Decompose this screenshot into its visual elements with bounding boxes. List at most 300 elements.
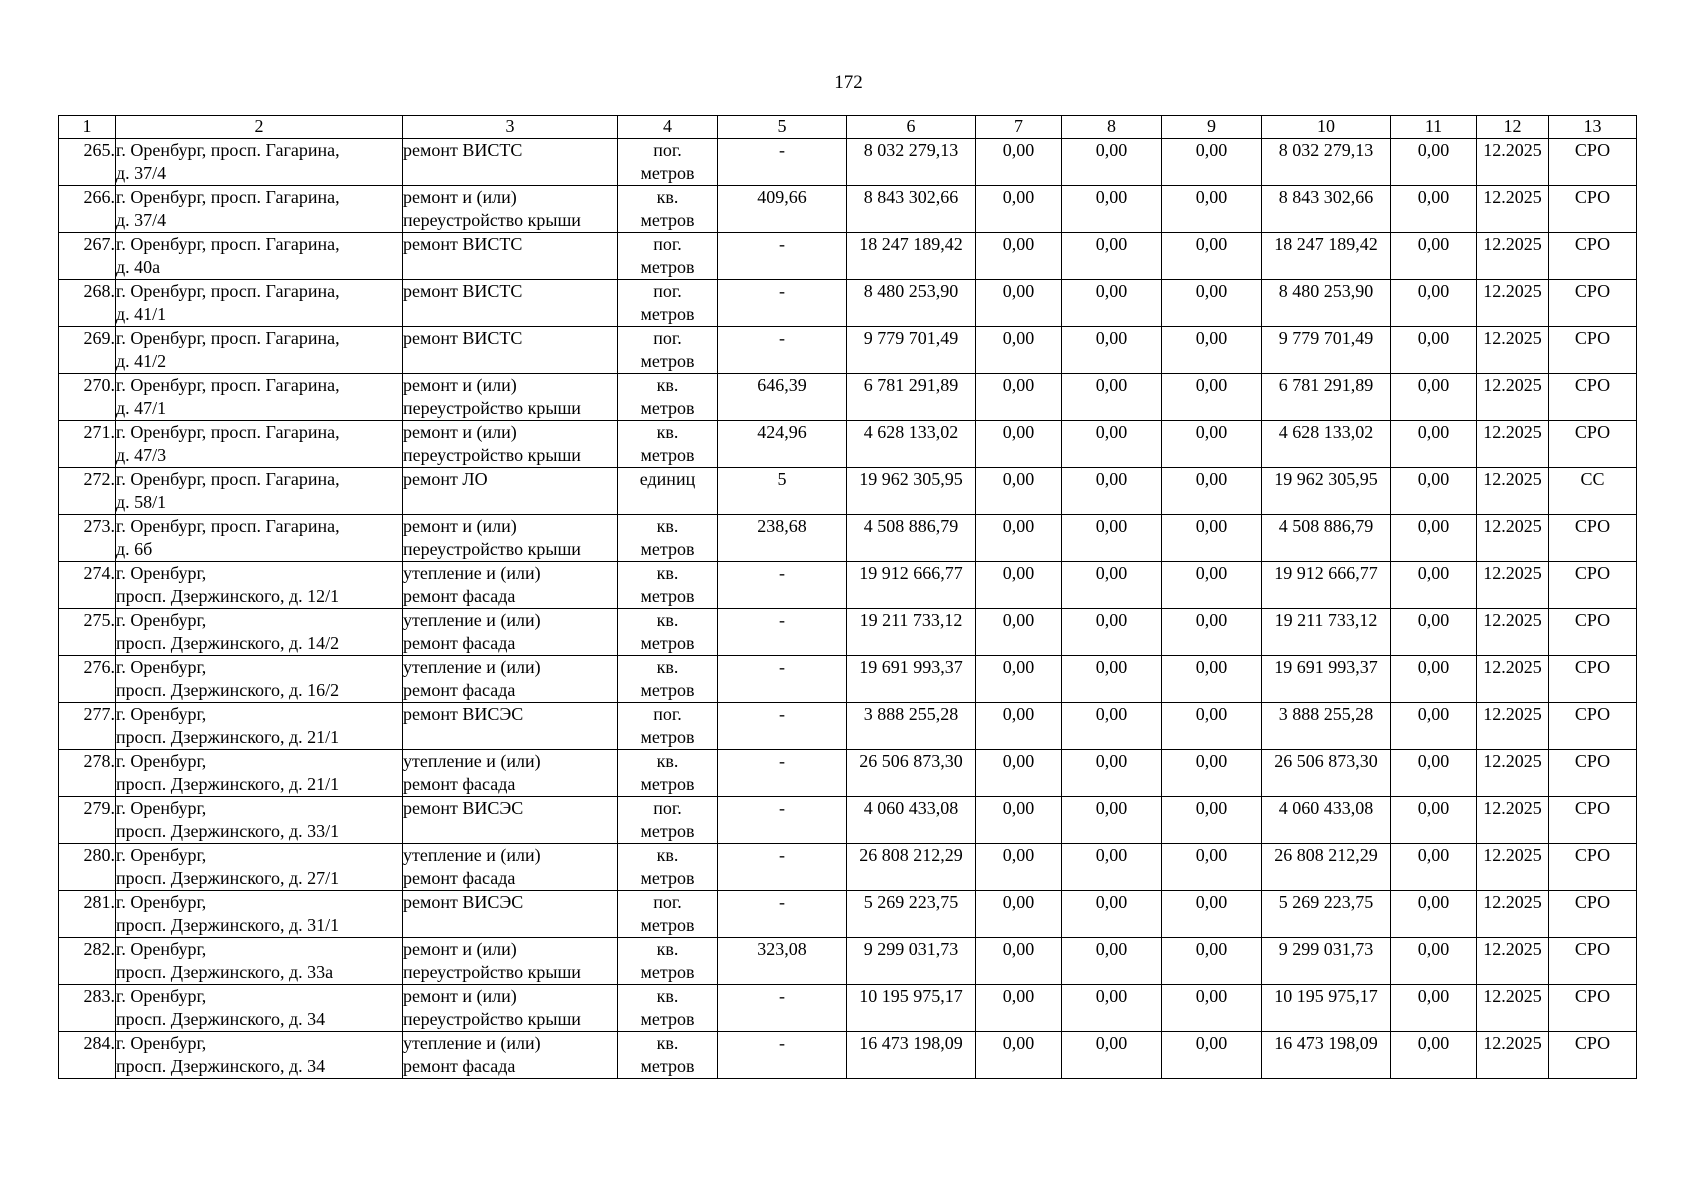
address-cell-line: просп. Дзержинского, д. 27/1 bbox=[116, 868, 340, 888]
row-number-cell-line: 278. bbox=[83, 751, 115, 771]
work-type-cell-line: утепление и (или) bbox=[403, 1033, 541, 1053]
unit-cell bbox=[618, 515, 718, 562]
work-type-cell-line: переустройство крыши bbox=[403, 1009, 581, 1029]
work-type-cell-line: ремонт фасада bbox=[403, 868, 516, 888]
column-11-cell-line: 0,00 bbox=[1417, 986, 1450, 1006]
completion-date-cell-line: 12.2025 bbox=[1483, 986, 1542, 1006]
address-cell bbox=[116, 938, 403, 985]
column-header: 5 bbox=[718, 116, 847, 139]
column-9-cell-line: 0,00 bbox=[1195, 563, 1228, 583]
method-cell bbox=[1549, 1032, 1637, 1079]
table-row bbox=[59, 421, 1637, 468]
unit-cell-line: пог. bbox=[653, 704, 682, 724]
unit-cell-line: пог. bbox=[653, 234, 682, 254]
method-cell-line: СРО bbox=[1574, 516, 1611, 536]
column-9-cell bbox=[1162, 233, 1262, 280]
column-10-cell-line: 6 781 291,89 bbox=[1278, 375, 1374, 395]
column-11-cell bbox=[1391, 891, 1477, 938]
column-10-cell-line: 26 808 212,29 bbox=[1274, 845, 1378, 865]
work-type-cell-line: ремонт и (или) bbox=[403, 422, 517, 442]
column-10-cell bbox=[1262, 985, 1391, 1032]
column-9-cell bbox=[1162, 609, 1262, 656]
volume-cell bbox=[718, 139, 847, 186]
column-9-cell-line: 0,00 bbox=[1195, 187, 1228, 207]
address-cell-line: просп. Дзержинского, д. 12/1 bbox=[116, 586, 340, 606]
row-number-cell-line: 276. bbox=[83, 657, 115, 677]
address-cell-line: просп. Дзержинского, д. 14/2 bbox=[116, 633, 340, 653]
work-type-cell bbox=[403, 891, 618, 938]
method-cell-line: СРО bbox=[1574, 1033, 1611, 1053]
column-9-cell bbox=[1162, 374, 1262, 421]
method-cell bbox=[1549, 327, 1637, 374]
work-type-cell-line: ремонт и (или) bbox=[403, 187, 517, 207]
work-type-cell bbox=[403, 515, 618, 562]
total-cost-cell bbox=[847, 797, 976, 844]
work-type-cell-line: ремонт ВИСЭС bbox=[403, 704, 524, 724]
column-header: 2 bbox=[116, 116, 403, 139]
column-9-cell bbox=[1162, 797, 1262, 844]
unit-cell bbox=[618, 280, 718, 327]
column-8-cell-line: 0,00 bbox=[1095, 704, 1128, 724]
total-cost-cell-line: 8 032 279,13 bbox=[863, 140, 959, 160]
method-cell bbox=[1549, 938, 1637, 985]
total-cost-cell-line: 10 195 975,17 bbox=[859, 986, 963, 1006]
address-cell bbox=[116, 656, 403, 703]
row-number-cell-line: 283. bbox=[83, 986, 115, 1006]
work-type-cell-line: утепление и (или) bbox=[403, 751, 541, 771]
address-cell bbox=[116, 844, 403, 891]
column-8-cell-line: 0,00 bbox=[1095, 798, 1128, 818]
unit-cell-line: единиц bbox=[639, 469, 696, 489]
work-type-cell bbox=[403, 327, 618, 374]
table-row bbox=[59, 280, 1637, 327]
work-type-cell-line: утепление и (или) bbox=[403, 610, 541, 630]
address-cell-line: г. Оренбург, bbox=[116, 986, 207, 1006]
volume-cell-line: - bbox=[779, 986, 785, 1006]
total-cost-cell bbox=[847, 421, 976, 468]
row-number-cell-line: 267. bbox=[83, 234, 115, 254]
unit-cell-line: метров bbox=[640, 210, 695, 230]
column-9-cell-line: 0,00 bbox=[1195, 234, 1228, 254]
total-cost-cell-line: 19 912 666,77 bbox=[859, 563, 963, 583]
column-header: 8 bbox=[1062, 116, 1162, 139]
volume-cell-line: 424,96 bbox=[757, 422, 807, 442]
total-cost-cell-line: 16 473 198,09 bbox=[859, 1033, 963, 1053]
total-cost-cell-line: 26 808 212,29 bbox=[859, 845, 963, 865]
table-row bbox=[59, 327, 1637, 374]
volume-cell bbox=[718, 609, 847, 656]
column-9-cell-line: 0,00 bbox=[1195, 657, 1228, 677]
column-10-cell-line: 16 473 198,09 bbox=[1274, 1033, 1378, 1053]
column-8-cell-line: 0,00 bbox=[1095, 986, 1128, 1006]
address-cell-line: г. Оренбург, просп. Гагарина, bbox=[116, 328, 340, 348]
column-8-cell-line: 0,00 bbox=[1095, 845, 1128, 865]
address-cell-line: г. Оренбург, bbox=[116, 704, 207, 724]
column-8-cell bbox=[1062, 797, 1162, 844]
address-cell-line: г. Оренбург, просп. Гагарина, bbox=[116, 281, 340, 301]
row-number-cell-line: 273. bbox=[83, 516, 115, 536]
column-11-cell-line: 0,00 bbox=[1417, 845, 1450, 865]
total-cost-cell-line: 6 781 291,89 bbox=[863, 375, 959, 395]
volume-cell bbox=[718, 233, 847, 280]
work-type-cell-line: переустройство крыши bbox=[403, 445, 581, 465]
method-cell-line: СРО bbox=[1574, 422, 1611, 442]
total-cost-cell bbox=[847, 186, 976, 233]
method-cell-line: СРО bbox=[1574, 986, 1611, 1006]
column-11-cell bbox=[1391, 844, 1477, 891]
row-number-cell bbox=[59, 327, 116, 374]
total-cost-cell bbox=[847, 891, 976, 938]
table-row bbox=[59, 1032, 1637, 1079]
volume-cell bbox=[718, 703, 847, 750]
completion-date-cell-line: 12.2025 bbox=[1483, 328, 1542, 348]
volume-cell-line: 323,08 bbox=[757, 939, 807, 959]
table-row bbox=[59, 844, 1637, 891]
completion-date-cell bbox=[1477, 750, 1549, 797]
column-header: 7 bbox=[976, 116, 1062, 139]
address-cell-line: просп. Дзержинского, д. 21/1 bbox=[116, 774, 340, 794]
total-cost-cell bbox=[847, 327, 976, 374]
column-11-cell-line: 0,00 bbox=[1417, 375, 1450, 395]
address-cell bbox=[116, 233, 403, 280]
column-11-cell-line: 0,00 bbox=[1417, 422, 1450, 442]
method-cell-line: СРО bbox=[1574, 328, 1611, 348]
column-11-cell bbox=[1391, 750, 1477, 797]
method-cell bbox=[1549, 797, 1637, 844]
volume-cell-line: - bbox=[779, 281, 785, 301]
column-7-cell-line: 0,00 bbox=[1002, 469, 1035, 489]
unit-cell-line: метров bbox=[640, 633, 695, 653]
column-header: 12 bbox=[1477, 116, 1549, 139]
column-11-cell-line: 0,00 bbox=[1417, 187, 1450, 207]
completion-date-cell-line: 12.2025 bbox=[1483, 798, 1542, 818]
unit-cell-line: кв. bbox=[656, 986, 679, 1006]
address-cell-line: д. 58/1 bbox=[116, 492, 167, 512]
total-cost-cell bbox=[847, 562, 976, 609]
column-11-cell bbox=[1391, 609, 1477, 656]
column-9-cell bbox=[1162, 938, 1262, 985]
address-cell-line: просп. Дзержинского, д. 34 bbox=[116, 1056, 326, 1076]
method-cell-line: СРО bbox=[1574, 610, 1611, 630]
column-7-cell bbox=[976, 468, 1062, 515]
column-9-cell bbox=[1162, 562, 1262, 609]
column-10-cell bbox=[1262, 797, 1391, 844]
column-10-cell bbox=[1262, 186, 1391, 233]
row-number-cell-line: 281. bbox=[83, 892, 115, 912]
unit-cell bbox=[618, 938, 718, 985]
completion-date-cell bbox=[1477, 327, 1549, 374]
volume-cell bbox=[718, 186, 847, 233]
work-type-cell bbox=[403, 985, 618, 1032]
column-header: 13 bbox=[1549, 116, 1637, 139]
total-cost-cell bbox=[847, 609, 976, 656]
total-cost-cell bbox=[847, 938, 976, 985]
method-cell-line: СРО bbox=[1574, 704, 1611, 724]
work-type-cell bbox=[403, 421, 618, 468]
work-type-cell-line: ремонт фасада bbox=[403, 1056, 516, 1076]
unit-cell bbox=[618, 421, 718, 468]
column-11-cell bbox=[1391, 327, 1477, 374]
column-10-cell bbox=[1262, 750, 1391, 797]
column-11-cell bbox=[1391, 562, 1477, 609]
unit-cell-line: кв. bbox=[656, 563, 679, 583]
completion-date-cell-line: 12.2025 bbox=[1483, 234, 1542, 254]
volume-cell bbox=[718, 1032, 847, 1079]
row-number-cell bbox=[59, 139, 116, 186]
column-10-cell bbox=[1262, 233, 1391, 280]
method-cell-line: СРО bbox=[1574, 563, 1611, 583]
volume-cell bbox=[718, 656, 847, 703]
column-10-cell-line: 8 843 302,66 bbox=[1278, 187, 1374, 207]
volume-cell-line: - bbox=[779, 892, 785, 912]
table-row bbox=[59, 656, 1637, 703]
row-number-cell-line: 275. bbox=[83, 610, 115, 630]
column-7-cell bbox=[976, 938, 1062, 985]
column-8-cell-line: 0,00 bbox=[1095, 657, 1128, 677]
method-cell bbox=[1549, 703, 1637, 750]
completion-date-cell-line: 12.2025 bbox=[1483, 187, 1542, 207]
unit-cell bbox=[618, 750, 718, 797]
unit-cell-line: пог. bbox=[653, 892, 682, 912]
method-cell-line: СРО bbox=[1574, 939, 1611, 959]
column-10-cell bbox=[1262, 891, 1391, 938]
column-11-cell bbox=[1391, 985, 1477, 1032]
unit-cell-line: метров bbox=[640, 351, 695, 371]
row-number-cell-line: 266. bbox=[83, 187, 115, 207]
total-cost-cell bbox=[847, 1032, 976, 1079]
column-10-cell-line: 5 269 223,75 bbox=[1278, 892, 1374, 912]
completion-date-cell-line: 12.2025 bbox=[1483, 892, 1542, 912]
column-11-cell-line: 0,00 bbox=[1417, 516, 1450, 536]
column-9-cell bbox=[1162, 750, 1262, 797]
column-7-cell-line: 0,00 bbox=[1002, 657, 1035, 677]
address-cell-line: просп. Дзержинского, д. 21/1 bbox=[116, 727, 340, 747]
column-10-cell-line: 8 032 279,13 bbox=[1278, 140, 1374, 160]
volume-cell-line: - bbox=[779, 657, 785, 677]
completion-date-cell-line: 12.2025 bbox=[1483, 563, 1542, 583]
method-cell-line: СРО bbox=[1574, 140, 1611, 160]
volume-cell bbox=[718, 280, 847, 327]
completion-date-cell bbox=[1477, 844, 1549, 891]
column-7-cell bbox=[976, 233, 1062, 280]
column-11-cell-line: 0,00 bbox=[1417, 798, 1450, 818]
unit-cell bbox=[618, 656, 718, 703]
table-row bbox=[59, 985, 1637, 1032]
column-9-cell-line: 0,00 bbox=[1195, 610, 1228, 630]
total-cost-cell bbox=[847, 985, 976, 1032]
address-cell-line: д. 40а bbox=[116, 257, 161, 277]
row-number-cell bbox=[59, 891, 116, 938]
column-11-cell-line: 0,00 bbox=[1417, 939, 1450, 959]
table-row bbox=[59, 891, 1637, 938]
column-9-cell-line: 0,00 bbox=[1195, 1033, 1228, 1053]
column-7-cell bbox=[976, 797, 1062, 844]
total-cost-cell bbox=[847, 139, 976, 186]
column-8-cell-line: 0,00 bbox=[1095, 469, 1128, 489]
volume-cell bbox=[718, 562, 847, 609]
completion-date-cell bbox=[1477, 468, 1549, 515]
table-row bbox=[59, 562, 1637, 609]
total-cost-cell-line: 8 480 253,90 bbox=[863, 281, 959, 301]
work-type-cell bbox=[403, 938, 618, 985]
row-number-cell-line: 265. bbox=[83, 140, 115, 160]
row-number-cell bbox=[59, 233, 116, 280]
row-number-cell-line: 271. bbox=[83, 422, 115, 442]
column-10-cell-line: 9 779 701,49 bbox=[1278, 328, 1374, 348]
column-8-cell bbox=[1062, 374, 1162, 421]
column-7-cell-line: 0,00 bbox=[1002, 610, 1035, 630]
volume-cell bbox=[718, 938, 847, 985]
column-header: 9 bbox=[1162, 116, 1262, 139]
address-cell-line: г. Оренбург, просп. Гагарина, bbox=[116, 187, 340, 207]
column-8-cell bbox=[1062, 186, 1162, 233]
column-9-cell bbox=[1162, 703, 1262, 750]
method-cell bbox=[1549, 750, 1637, 797]
completion-date-cell-line: 12.2025 bbox=[1483, 704, 1542, 724]
completion-date-cell bbox=[1477, 233, 1549, 280]
row-number-cell bbox=[59, 468, 116, 515]
table-row bbox=[59, 515, 1637, 562]
unit-cell-line: пог. bbox=[653, 140, 682, 160]
work-type-cell bbox=[403, 609, 618, 656]
column-7-cell bbox=[976, 1032, 1062, 1079]
total-cost-cell bbox=[847, 280, 976, 327]
table-row bbox=[59, 938, 1637, 985]
method-cell-line: СРО bbox=[1574, 798, 1611, 818]
column-7-cell bbox=[976, 656, 1062, 703]
total-cost-cell-line: 9 299 031,73 bbox=[863, 939, 959, 959]
row-number-cell bbox=[59, 656, 116, 703]
table-row bbox=[59, 186, 1637, 233]
column-7-cell bbox=[976, 703, 1062, 750]
unit-cell-line: кв. bbox=[656, 1033, 679, 1053]
unit-cell-line: метров bbox=[640, 774, 695, 794]
column-8-cell bbox=[1062, 515, 1162, 562]
column-9-cell bbox=[1162, 844, 1262, 891]
completion-date-cell-line: 12.2025 bbox=[1483, 281, 1542, 301]
address-cell-line: г. Оренбург, просп. Гагарина, bbox=[116, 516, 340, 536]
total-cost-cell bbox=[847, 374, 976, 421]
unit-cell bbox=[618, 139, 718, 186]
unit-cell bbox=[618, 797, 718, 844]
column-9-cell-line: 0,00 bbox=[1195, 751, 1228, 771]
column-header: 3 bbox=[403, 116, 618, 139]
column-7-cell bbox=[976, 374, 1062, 421]
completion-date-cell bbox=[1477, 280, 1549, 327]
total-cost-cell bbox=[847, 468, 976, 515]
address-cell-line: г. Оренбург, bbox=[116, 845, 207, 865]
column-10-cell bbox=[1262, 468, 1391, 515]
row-number-cell bbox=[59, 186, 116, 233]
column-9-cell-line: 0,00 bbox=[1195, 328, 1228, 348]
work-type-cell-line: ремонт ВИСТС bbox=[403, 234, 523, 254]
volume-cell-line: - bbox=[779, 234, 785, 254]
address-cell-line: г. Оренбург, bbox=[116, 657, 207, 677]
column-10-cell-line: 19 962 305,95 bbox=[1274, 469, 1378, 489]
column-7-cell-line: 0,00 bbox=[1002, 986, 1035, 1006]
page-number: 172 bbox=[834, 72, 863, 93]
address-cell-line: г. Оренбург, просп. Гагарина, bbox=[116, 469, 340, 489]
column-10-cell bbox=[1262, 703, 1391, 750]
unit-cell bbox=[618, 327, 718, 374]
table-row bbox=[59, 139, 1637, 186]
unit-cell-line: метров bbox=[640, 727, 695, 747]
column-8-cell bbox=[1062, 609, 1162, 656]
column-10-cell bbox=[1262, 562, 1391, 609]
unit-cell-line: метров bbox=[640, 586, 695, 606]
column-header: 10 bbox=[1262, 116, 1391, 139]
column-7-cell-line: 0,00 bbox=[1002, 892, 1035, 912]
address-cell-line: д. 47/3 bbox=[116, 445, 167, 465]
address-cell-line: просп. Дзержинского, д. 33а bbox=[116, 962, 334, 982]
column-8-cell bbox=[1062, 280, 1162, 327]
method-cell-line: СРО bbox=[1574, 751, 1611, 771]
column-8-cell-line: 0,00 bbox=[1095, 140, 1128, 160]
row-number-cell bbox=[59, 562, 116, 609]
method-cell bbox=[1549, 656, 1637, 703]
unit-cell bbox=[618, 703, 718, 750]
volume-cell-line: - bbox=[779, 751, 785, 771]
address-cell bbox=[116, 374, 403, 421]
column-10-cell-line: 4 628 133,02 bbox=[1278, 422, 1374, 442]
unit-cell bbox=[618, 562, 718, 609]
column-header: 4 bbox=[618, 116, 718, 139]
address-cell-line: г. Оренбург, bbox=[116, 751, 207, 771]
column-8-cell bbox=[1062, 703, 1162, 750]
completion-date-cell-line: 12.2025 bbox=[1483, 1033, 1542, 1053]
total-cost-cell-line: 19 211 733,12 bbox=[859, 610, 963, 630]
work-type-cell-line: утепление и (или) bbox=[403, 657, 541, 677]
column-7-cell bbox=[976, 562, 1062, 609]
column-8-cell-line: 0,00 bbox=[1095, 563, 1128, 583]
unit-cell bbox=[618, 609, 718, 656]
column-9-cell bbox=[1162, 468, 1262, 515]
method-cell-line: СРО bbox=[1574, 845, 1611, 865]
column-8-cell bbox=[1062, 656, 1162, 703]
completion-date-cell-line: 12.2025 bbox=[1483, 939, 1542, 959]
column-10-cell-line: 19 211 733,12 bbox=[1274, 610, 1378, 630]
column-8-cell bbox=[1062, 1032, 1162, 1079]
work-type-cell-line: ремонт ВИСЭС bbox=[403, 892, 524, 912]
column-8-cell-line: 0,00 bbox=[1095, 281, 1128, 301]
work-type-cell bbox=[403, 844, 618, 891]
address-cell-line: просп. Дзержинского, д. 31/1 bbox=[116, 915, 340, 935]
completion-date-cell-line: 12.2025 bbox=[1483, 422, 1542, 442]
completion-date-cell-line: 12.2025 bbox=[1483, 610, 1542, 630]
total-cost-cell bbox=[847, 844, 976, 891]
column-7-cell bbox=[976, 280, 1062, 327]
column-header: 11 bbox=[1391, 116, 1477, 139]
column-11-cell-line: 0,00 bbox=[1417, 704, 1450, 724]
work-type-cell-line: ремонт и (или) bbox=[403, 375, 517, 395]
column-8-cell-line: 0,00 bbox=[1095, 1033, 1128, 1053]
work-type-cell-line: утепление и (или) bbox=[403, 845, 541, 865]
completion-date-cell bbox=[1477, 374, 1549, 421]
column-8-cell bbox=[1062, 562, 1162, 609]
column-10-cell-line: 26 506 873,30 bbox=[1274, 751, 1378, 771]
address-cell-line: г. Оренбург, просп. Гагарина, bbox=[116, 422, 340, 442]
unit-cell-line: метров bbox=[640, 304, 695, 324]
address-cell-line: г. Оренбург, bbox=[116, 563, 207, 583]
completion-date-cell-line: 12.2025 bbox=[1483, 516, 1542, 536]
work-type-cell-line: ремонт ВИСТС bbox=[403, 281, 523, 301]
column-7-cell bbox=[976, 139, 1062, 186]
column-11-cell bbox=[1391, 186, 1477, 233]
unit-cell-line: метров bbox=[640, 962, 695, 982]
unit-cell-line: метров bbox=[640, 680, 695, 700]
total-cost-cell-line: 19 691 993,37 bbox=[859, 657, 963, 677]
completion-date-cell bbox=[1477, 891, 1549, 938]
